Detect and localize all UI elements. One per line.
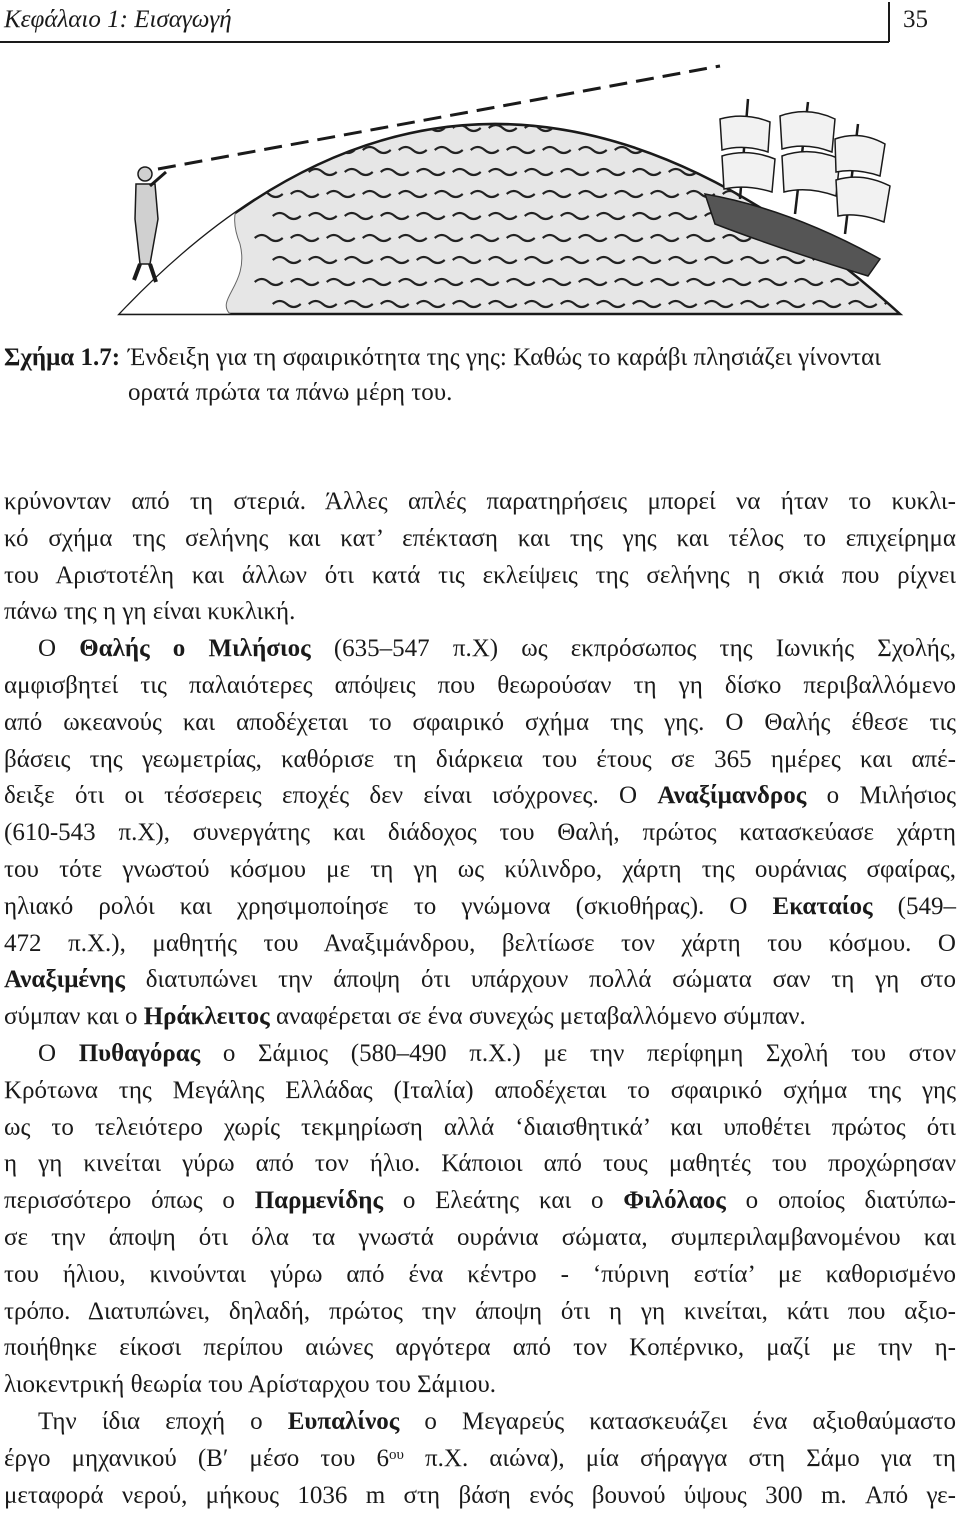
- wave-mark: [435, 103, 463, 109]
- text-line: Ο Θαλής ο Μιλήσιος (635–547 π.Χ) ως εκπρόσωπος της Ιωνικής Σχολής,: [38, 635, 956, 663]
- wave-mark: [669, 125, 697, 131]
- wave-mark: [669, 81, 697, 87]
- text-line: (610-543 π.Χ), συνεργάτης και διάδοχος του Θαλή, πρώτος κατασκεύασε χάρτη: [4, 819, 956, 847]
- text-line: σύμπαν και ο Ηράκλειτος αναφέρεται σε ένα συνεχώς μεταβαλλόμενο σύμπαν.: [4, 1003, 806, 1031]
- text-line: 472 π.Χ.), μαθητής του Αναξιμάνδρου, βελτίωσε τον χάρτη του κόσμου. Ο: [4, 929, 956, 957]
- wave-mark: [633, 125, 661, 131]
- name-anaximenes: Αναξιμένης: [4, 966, 125, 994]
- paragraph-4: [4, 1404, 956, 1514]
- wave-mark: [543, 103, 571, 109]
- wave-mark: [291, 147, 319, 153]
- text-line: πάνω της η γη είναι κυκλική.: [4, 598, 296, 626]
- wave-mark: [741, 81, 769, 87]
- page-header: [0, 0, 960, 44]
- text-line: ηλιακό ρολόι και χρησιμοποίησε το γνώμονα (σκιοθήρας). Ο Εκαταίος (549–: [4, 892, 957, 920]
- text-line: Αναξιμένης διατυπώνει την άποψη ότι υπάρχουν πολλά σώματα σαν τη γη στο: [4, 966, 956, 994]
- wave-mark: [867, 235, 895, 241]
- text-line: Ο Πυθαγόρας ο Σάμιος (580–490 π.Χ.) με την περίφημη Σχολή του στον: [38, 1039, 956, 1067]
- header-rule: [0, 41, 889, 43]
- text-line: αμφισβητεί τις παλαιότερες απόψεις που θεωρούσαν τη γη δίσκο περιβαλλόμενο: [4, 671, 956, 699]
- wave-mark: [399, 103, 427, 109]
- wave-mark: [813, 213, 841, 219]
- text-line: Την ίδια εποχή ο Ευπαλίνος ο Μεγαρεύς κατασκευάζει ένα αξιοθαύμαστο: [38, 1407, 956, 1435]
- wave-mark: [831, 103, 859, 109]
- wave-mark: [309, 125, 337, 131]
- text-line: λιοκεντρική θεωρία του Αρίσταρχου του Σάμιου.: [4, 1371, 496, 1399]
- paragraph-1: [4, 484, 956, 631]
- caption-text-line2: ορατά πρώτα τα πάνω μέρη του.: [128, 379, 453, 406]
- wave-mark: [561, 81, 589, 87]
- text-line: περισσότερο όπως ο Παρμενίδης ο Ελεάτης και ο Φιλόλαος ο οποίος διατύπω-: [4, 1187, 956, 1215]
- wave-mark: [867, 279, 895, 285]
- wave-mark: [849, 81, 877, 87]
- wave-mark: [525, 81, 553, 87]
- text-line: δειξε ότι οι τέσσερεις εποχές δεν είναι ισόχρονες. Ο Αναξίμανδρος ο Μιλήσιος: [4, 782, 956, 810]
- name-anaximander: Αναξίμανδρος: [657, 782, 807, 810]
- paragraph-2: [4, 631, 956, 1036]
- text-line: τρόπο. Διατυπώνει, δηλαδή, πρώτος την άποψη ότι η γη κινείται, κάτι που αξιο-: [4, 1297, 956, 1325]
- wave-mark: [885, 257, 913, 263]
- wave-mark: [309, 81, 337, 87]
- wave-mark: [345, 125, 373, 131]
- wave-mark: [489, 81, 517, 87]
- text-line: η γη κινείται γύρω από τον ήλιο. Κάποιοι από τους μαθητές του προχώρησαν: [4, 1150, 956, 1178]
- text-line: ποιήθηκε είκοσι περίπου αιώνες αργότερα από τον Κοπέρνικο, μαζί με την η-: [4, 1334, 956, 1362]
- wave-mark: [363, 103, 391, 109]
- wave-mark: [273, 81, 301, 87]
- text-line: κό σχήμα της σελήνης και κατ’ επέκταση και της γης και τέλος το επιχείρημα: [4, 524, 956, 552]
- wave-mark: [885, 169, 913, 175]
- figure-label: Σχήμα 1.7:: [4, 344, 121, 371]
- text-line: κρύνονταν από τη στεριά. Άλλες απλές παρατηρήσεις μπορεί να ήταν το κυκλι-: [4, 488, 956, 515]
- wave-mark: [651, 147, 679, 153]
- wave-mark: [885, 213, 913, 219]
- name-eupalinos: Ευπαλίνος: [287, 1407, 400, 1435]
- wave-mark: [885, 81, 913, 87]
- name-pythagoras: Πυθαγόρας: [78, 1039, 201, 1067]
- wave-mark: [849, 125, 877, 131]
- wave-mark: [867, 103, 895, 109]
- wave-mark: [615, 103, 643, 109]
- wave-mark: [597, 125, 625, 131]
- text-line: βάσεις της γεωμετρίας, καθόρισε τη διάρκεια του έτους σε 365 ημέρες και απέ-: [4, 745, 956, 773]
- name-thales: Θαλής ο Μιλήσιος: [79, 635, 311, 663]
- wave-mark: [417, 81, 445, 87]
- wave-mark: [273, 125, 301, 131]
- wave-mark: [381, 81, 409, 87]
- text-line: του Αριστοτέλη και άλλων ότι κατά τις εκλείψεις της σελήνης η σκιά που ρίχνει: [4, 561, 956, 589]
- body-text: [4, 484, 956, 1514]
- text-line: σε την άποψη ότι όλα τα γνωστά ουράνια σώματα, συμπεριλαμβανομένου και: [4, 1223, 956, 1251]
- figure-caption: [4, 340, 881, 410]
- text-line: από ωκεανούς και αποδέχεται το σφαιρικό σχήμα της γης. Ο Θαλής έθεσε τις: [4, 708, 956, 736]
- wave-mark: [651, 103, 679, 109]
- ordinal-superscript: ου: [388, 1446, 404, 1463]
- wave-mark: [291, 103, 319, 109]
- header-divider: [888, 2, 890, 42]
- text-line: ως το τελειότερο χωρίς τεκμηρίωση αλλά ‘διαισθητικά’ και υποθέτει πρώτος ότι: [4, 1113, 956, 1141]
- wave-mark: [327, 103, 355, 109]
- wave-mark: [813, 81, 841, 87]
- figure-earth-curvature-illustration: [0, 44, 960, 324]
- text-line: του ήλιου, κινούνται γύρω από ένα κέντρο - ‘πύρινη εστία’ με καθορισμένο: [4, 1260, 956, 1288]
- page-number: 35: [903, 6, 928, 33]
- paragraph-3: [4, 1036, 956, 1404]
- text-line: Κρότωνα της Μεγάλης Ελλάδας (Ιταλία) αποδέχεται το σφαιρικό σχήμα της γης: [4, 1076, 956, 1104]
- text-line: μεταφορά νερού, μήκους 1036 m στη βάση ενός βουνού ύψους 300 m. Από γε-: [4, 1481, 956, 1509]
- name-parmenides: Παρμενίδης: [254, 1187, 384, 1215]
- name-hecataeus: Εκαταίος: [772, 892, 873, 920]
- caption-text-line1: Ένδειξη για τη σφαιρικότητα της γης: Καθώς το καράβι πλησιάζει γίνονται: [128, 344, 881, 371]
- text-line: έργο μηχανικού (Β′ μέσο του $6^{o\upsilon}$ π.Χ. αιώνα), μία σήραγγα στη Σάμο για τη: [4, 1444, 957, 1472]
- wave-mark: [759, 103, 787, 109]
- wave-mark: [345, 81, 373, 87]
- wave-mark: [687, 103, 715, 109]
- chapter-title: Κεφάλαιο 1: Εισαγωγή: [4, 6, 232, 33]
- wave-mark: [777, 81, 805, 87]
- observer-figure: [134, 167, 166, 282]
- wave-mark: [885, 125, 913, 131]
- name-heraclitus: Ηράκλειτος: [143, 1003, 270, 1031]
- wave-mark: [705, 81, 733, 87]
- wave-mark: [579, 103, 607, 109]
- text-line: του τότε γνωστού κόσμου με τη γη ως κύλινδρο, χάρτη της ουράνιας σφαίρας,: [4, 855, 956, 883]
- name-philolaus: Φιλόλαος: [623, 1187, 726, 1215]
- wave-mark: [687, 147, 715, 153]
- wave-mark: [453, 81, 481, 87]
- wave-mark: [255, 103, 283, 109]
